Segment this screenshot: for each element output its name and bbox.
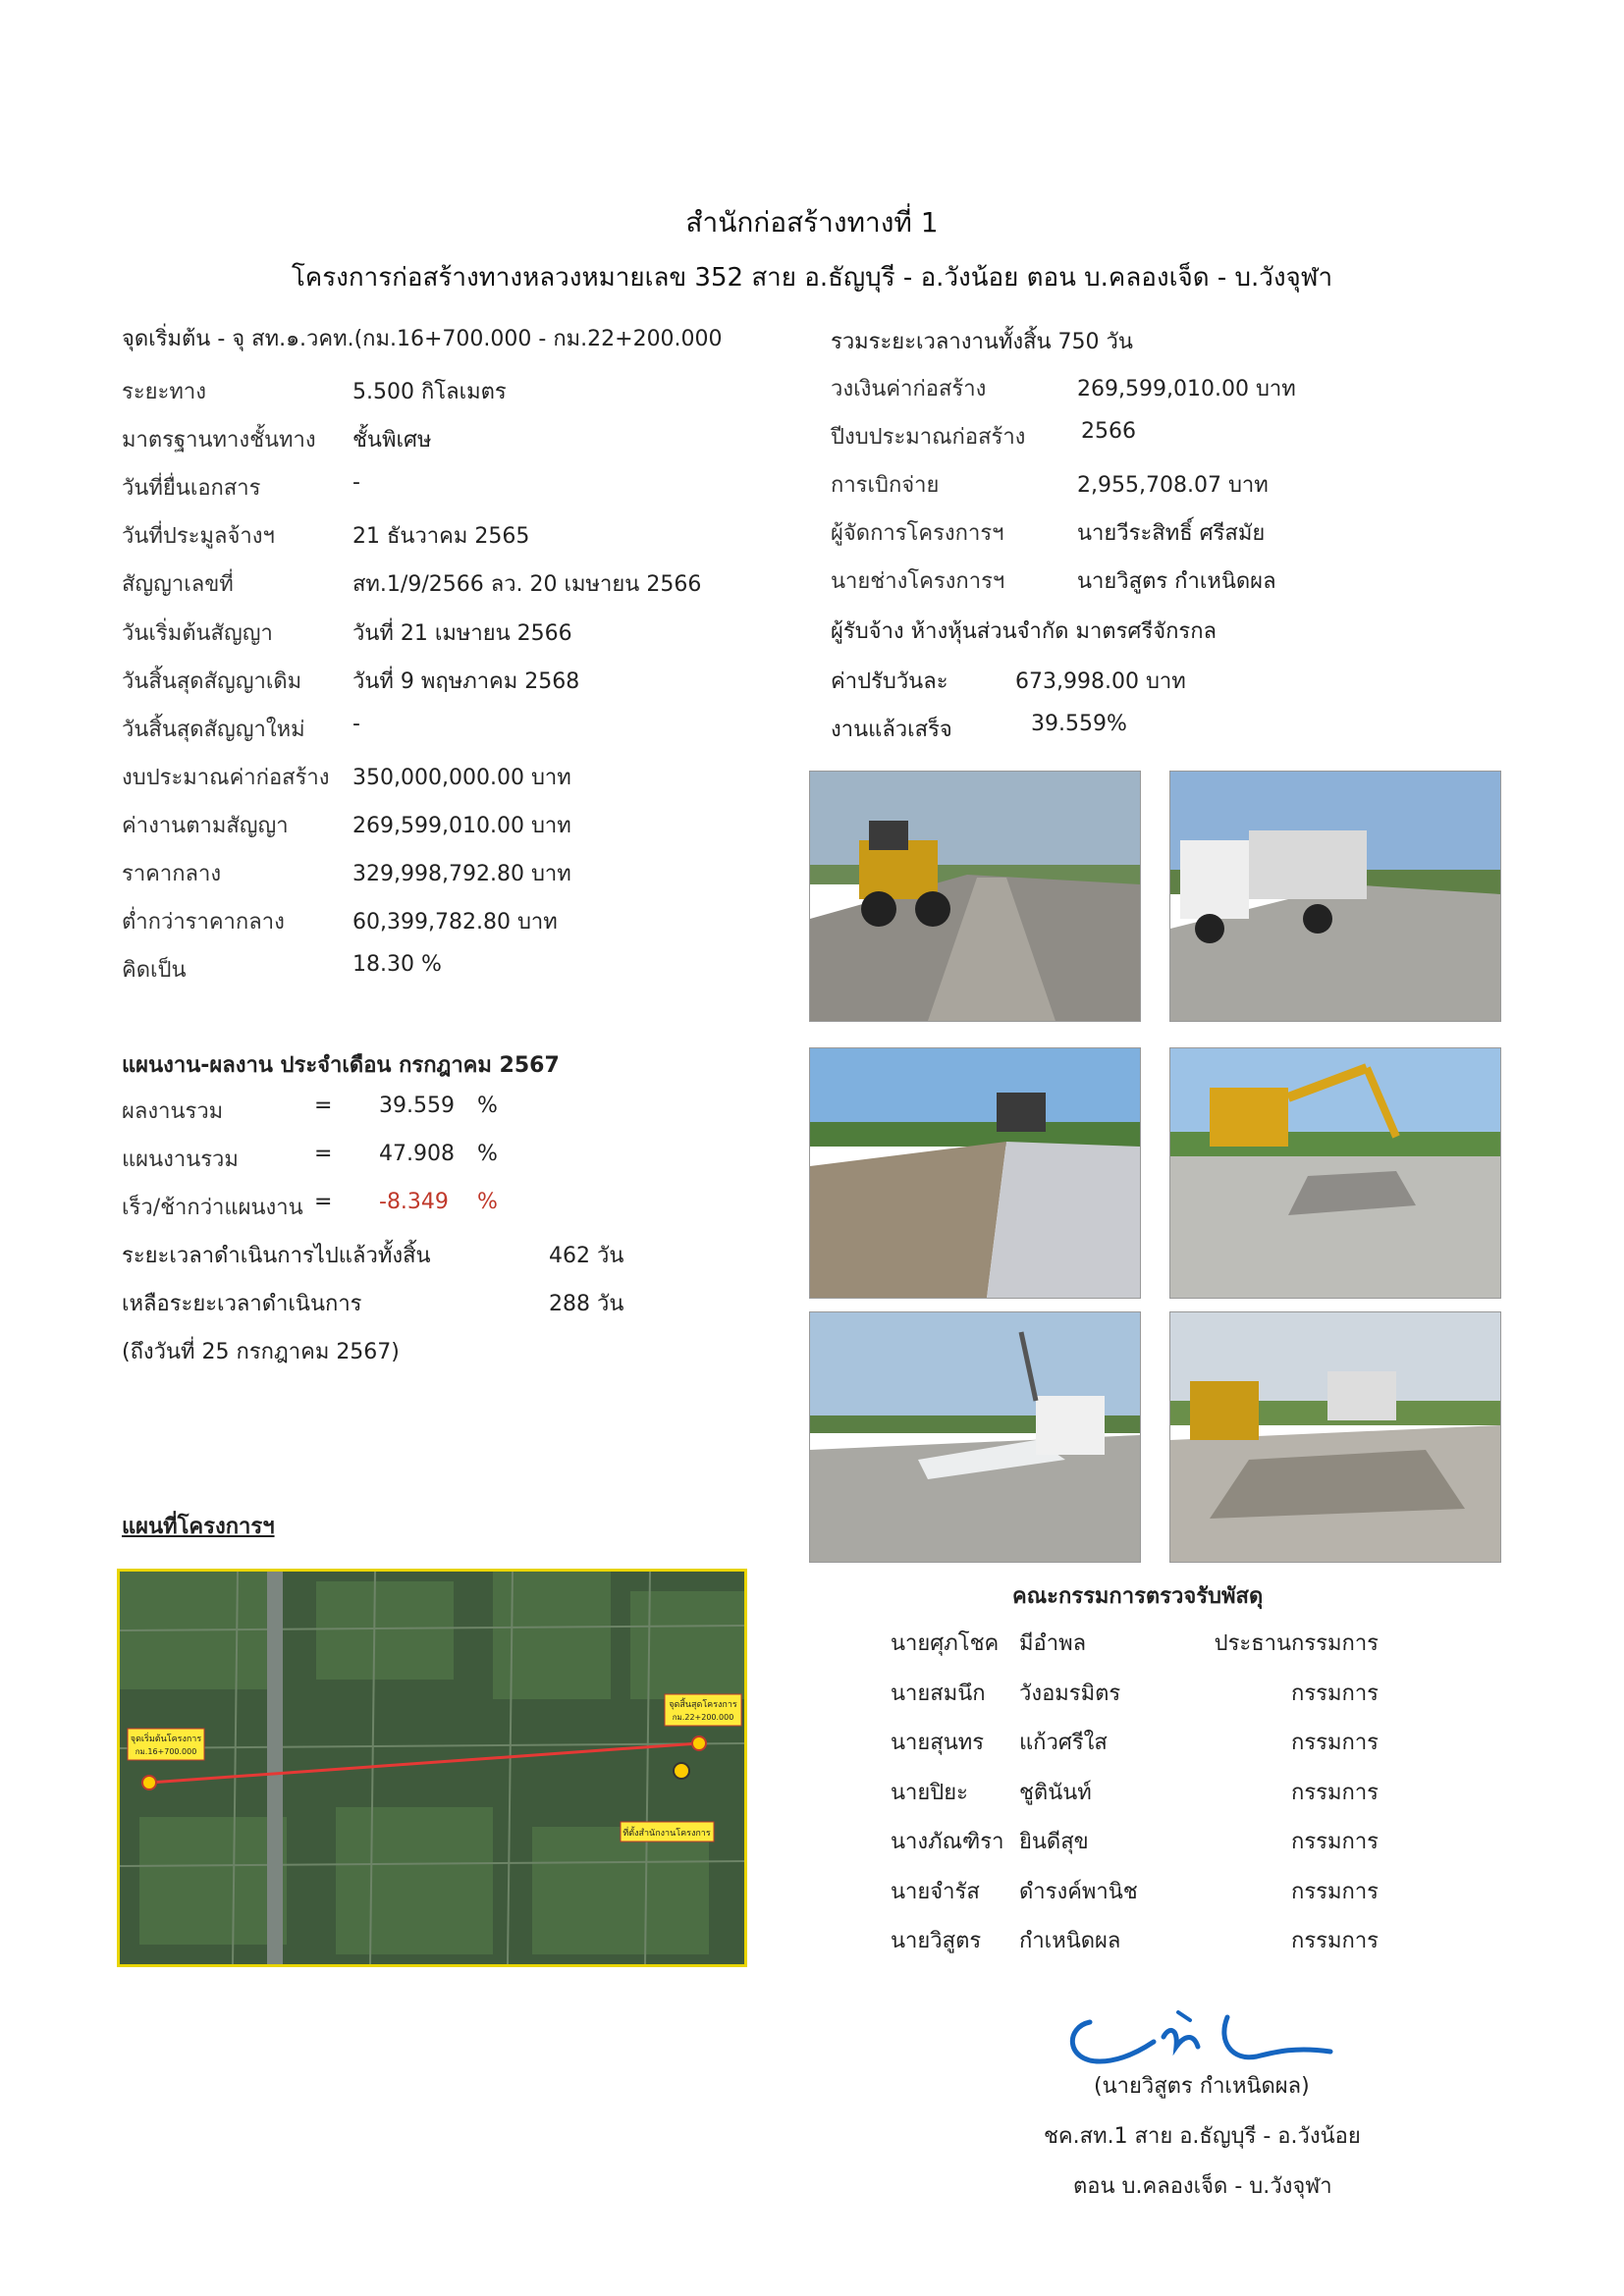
committee-heading: คณะกรรมการตรวจรับพัสดุ [1012, 1584, 1264, 1609]
committee-member-surname: แก้วศรีใส [1019, 1731, 1108, 1755]
done-value: 39.559% [1031, 712, 1127, 736]
right-info-label: นายช่างโครงการฯ [831, 569, 1005, 594]
right-info-value: นายวิสูตร กำเหนิดผล [1077, 569, 1276, 594]
committee-member-title: นายปิยะ [891, 1780, 968, 1805]
committee-member-surname: ดำรงค์พานิช [1019, 1879, 1138, 1904]
start-point: จุดเริ่มต้น - จุ สท.๑.วคท.(กม.16+700.000 - กม.22+200.000 [122, 327, 723, 351]
project-map [117, 1569, 747, 1967]
left-info-label: งบประมาณค่าก่อสร้าง [122, 765, 330, 790]
right-info-label: ปีงบประมาณก่อสร้าง [831, 425, 1026, 450]
left-info-value: วันที่ 9 พฤษภาคม 2568 [352, 668, 580, 694]
fine-value: 673,998.00 บาท [1015, 669, 1186, 694]
committee-member-title: นายจำรัส [891, 1879, 980, 1904]
committee-member-role: ประธานกรรมการ [1214, 1631, 1379, 1656]
left-info-label: ราคากลาง [122, 862, 222, 886]
photo-concrete [1169, 1311, 1501, 1563]
right-info-label: การเบิกจ่าย [831, 473, 940, 498]
progress-equals: = [314, 1142, 333, 1166]
left-info-label: ต่ำกว่าราคากลาง [122, 910, 285, 935]
progress-heading: แผนงาน-ผลงาน ประจำเดือน กรกฎาคม 2567 [122, 1053, 560, 1078]
committee-member-surname: วังอมรมิตร [1019, 1681, 1121, 1706]
left-info-label: ระยะทาง [122, 380, 206, 404]
committee-member-surname: ชูตินันท์ [1019, 1780, 1092, 1805]
map-end-km: กม.22+200.000 [672, 1713, 734, 1722]
left-info-value: 269,599,010.00 บาท [352, 813, 571, 838]
progress-equals: = [314, 1094, 333, 1118]
signature-position-line2: ตอน บ.คลองเจ็ด - บ.วังจุฬา [1073, 2174, 1332, 2199]
left-info-label: วันที่ยื่นเอกสาร [122, 476, 261, 502]
right-info-value: นายวีระสิทธิ์ ศรีสมัย [1077, 521, 1266, 546]
photo-road-base [809, 1047, 1141, 1299]
progress-value: -8.349 [379, 1190, 449, 1214]
left-info-label: สัญญาเลขที่ [122, 572, 234, 598]
map-heading: แผนที่โครงการฯ [122, 1515, 275, 1539]
committee-member-role: กรรมการ [1291, 1929, 1379, 1953]
committee-member-surname: ยินดีสุข [1019, 1830, 1089, 1854]
photo-crane [809, 1311, 1141, 1563]
progress-label: เร็ว/ช้ากว่าแผนงาน [122, 1196, 303, 1220]
left-info-value: 329,998,792.80 บาท [352, 862, 571, 886]
left-info-value: ชั้นพิเศษ [352, 428, 432, 454]
elapsed-label: ระยะเวลาดำเนินการไปแล้วทั้งสิ้น [122, 1244, 431, 1268]
left-info-label: วันสิ้นสุดสัญญาเดิม [122, 668, 302, 694]
progress-equals: = [314, 1190, 333, 1214]
committee-member-role: กรรมการ [1291, 1830, 1379, 1854]
left-info-value: วันที่ 21 เมษายน 2566 [352, 620, 572, 646]
committee-member-role: กรรมการ [1291, 1879, 1379, 1904]
total-duration: รวมระยะเวลางานทั้งสิ้น 750 วัน [831, 330, 1133, 354]
left-info-value: - [352, 711, 360, 736]
committee-member-role: กรรมการ [1291, 1731, 1379, 1755]
left-info-value: 350,000,000.00 บาท [352, 765, 571, 790]
project-title: โครงการก่อสร้างทางหลวงหมายเลข 352 สาย อ.ธัญบุรี - อ.วังน้อย ตอน บ.คลองเจ็ด - บ.วังจุฬา [291, 263, 1333, 293]
done-label: งานแล้วเสร็จ [831, 718, 952, 742]
left-info-value: 60,399,782.80 บาท [352, 910, 558, 935]
committee-member-surname: กำเหนิดผล [1019, 1929, 1121, 1953]
left-info-label: วันที่ประมูลจ้างฯ [122, 524, 275, 550]
right-info-value: 269,599,010.00 บาท [1077, 377, 1296, 401]
office-title: สำนักก่อสร้างทางที่ 1 [685, 206, 939, 239]
left-info-label: วันเริ่มต้นสัญญา [122, 620, 273, 646]
map-office-tag: ที่ตั้งสำนักงานโครงการ [623, 1829, 711, 1839]
committee-member-title: นางภัณฑิรา [891, 1830, 1004, 1854]
progress-label: ผลงานรวม [122, 1099, 224, 1124]
progress-value: 47.908 [379, 1142, 455, 1166]
progress-unit: % [477, 1190, 498, 1214]
progress-label: แผนงานรวม [122, 1148, 239, 1172]
right-info-label: ผู้จัดการโครงการฯ [831, 521, 1004, 546]
left-info-value: สท.1/9/2566 ลว. 20 เมษายน 2566 [352, 572, 702, 598]
fine-label: ค่าปรับวันละ [831, 669, 948, 694]
contractor: ผู้รับจ้าง ห้างหุ้นส่วนจำกัด มาตรศรีจักรกล [831, 619, 1218, 644]
left-info-value: 21 ธันวาคม 2565 [352, 524, 530, 550]
right-info-value: 2566 [1081, 419, 1136, 444]
committee-member-title: นายวิสูตร [891, 1929, 982, 1953]
map-start-tag: จุดเริ่มต้นโครงการ [130, 1735, 202, 1744]
signature-name: (นายวิสูตร กำเหนิดผล) [1094, 2074, 1310, 2099]
left-info-value: - [352, 470, 360, 496]
remaining-value: 288 วัน [549, 1292, 624, 1316]
left-info-label: มาตรฐานทางชั้นทาง [122, 428, 316, 454]
photo-truck [1169, 771, 1501, 1022]
right-info-label: วงเงินค่าก่อสร้าง [831, 377, 987, 401]
photo-excavator [1169, 1047, 1501, 1299]
progress-unit: % [477, 1142, 498, 1166]
committee-member-role: กรรมการ [1291, 1681, 1379, 1706]
map-start-km: กม.16+700.000 [135, 1747, 197, 1756]
right-info-value: 2,955,708.07 บาท [1077, 473, 1269, 498]
committee-member-title: นายสมนึก [891, 1681, 986, 1706]
left-info-label: ค่างานตามสัญญา [122, 813, 289, 838]
elapsed-value: 462 วัน [549, 1244, 624, 1268]
left-info-label: วันสิ้นสุดสัญญาใหม่ [122, 717, 305, 742]
remaining-label: เหลือระยะเวลาดำเนินการ [122, 1292, 362, 1316]
committee-member-title: นายสุนทร [891, 1731, 985, 1755]
signature-position-line1: ชค.สท.1 สาย อ.ธัญบุรี - อ.วังน้อย [1044, 2124, 1361, 2149]
left-info-value: 5.500 กิโลเมตร [352, 380, 507, 404]
left-info-label: คิดเป็น [122, 958, 187, 984]
committee-member-title: นายศุภโชค [891, 1631, 1000, 1656]
progress-value: 39.559 [379, 1094, 455, 1118]
committee-member-role: กรรมการ [1291, 1780, 1379, 1805]
progress-unit: % [477, 1094, 498, 1118]
photo-grader [809, 771, 1141, 1022]
as-of-date: (ถึงวันที่ 25 กรกฎาคม 2567) [122, 1340, 400, 1364]
committee-member-surname: มีอำพล [1019, 1631, 1087, 1656]
left-info-value: 18.30 % [352, 952, 442, 978]
map-end-tag: จุดสิ้นสุดโครงการ [669, 1700, 737, 1710]
